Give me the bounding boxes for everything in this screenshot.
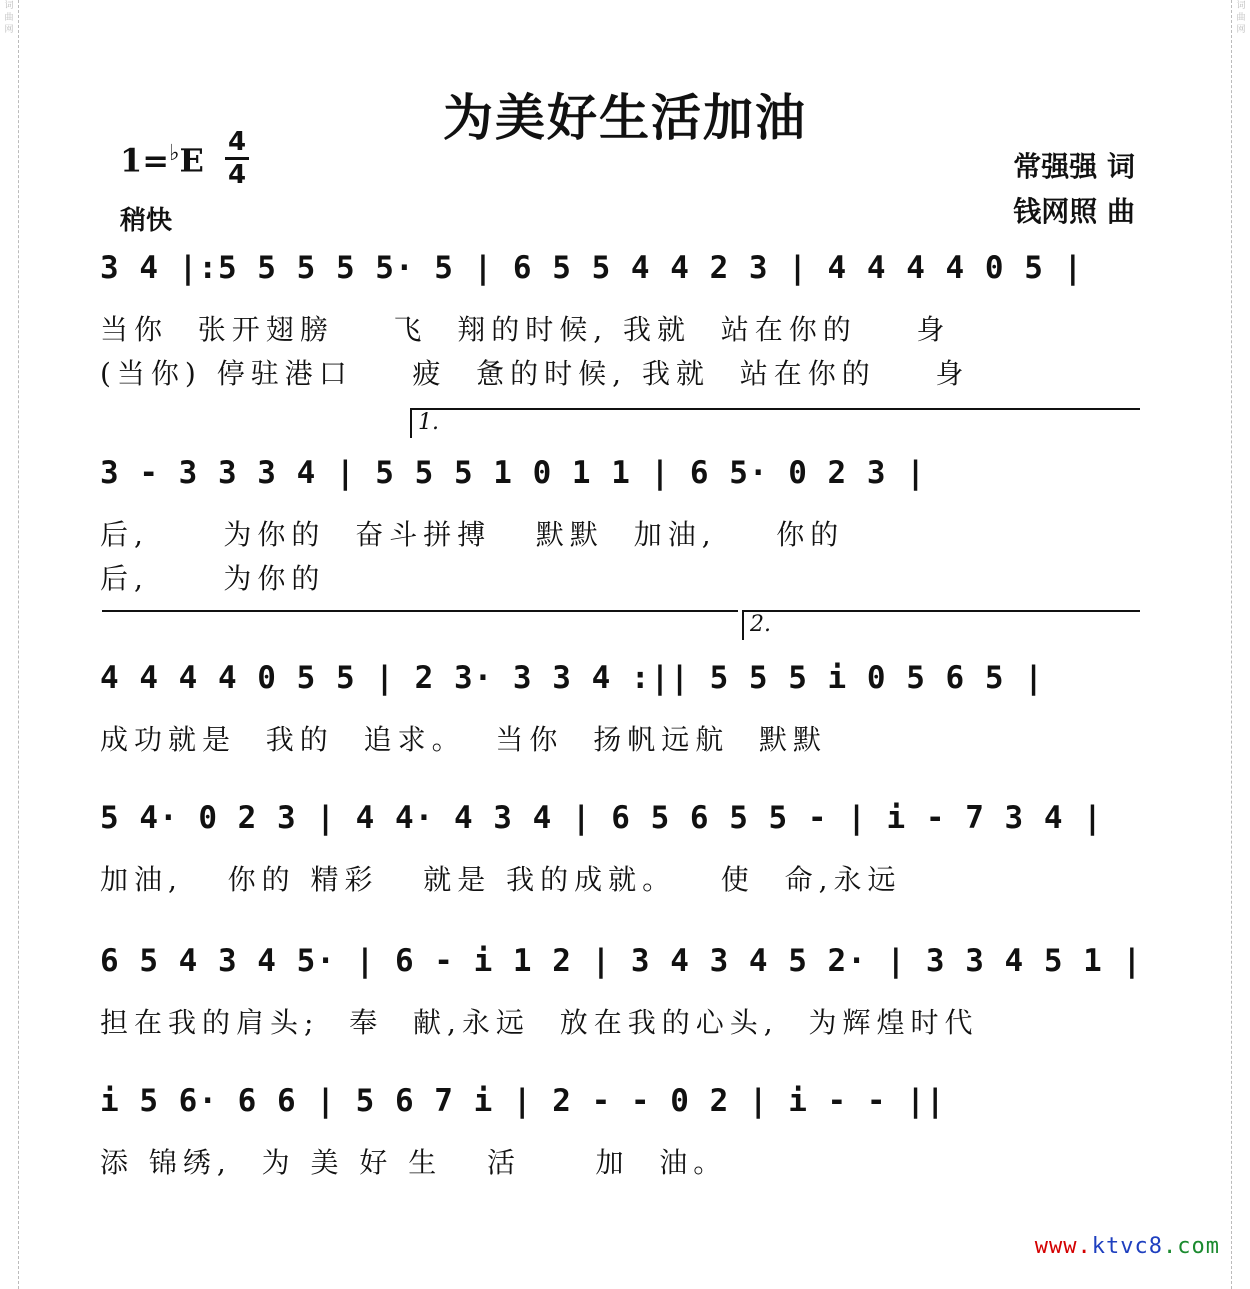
- lyric-verse-1: 添 锦绣, 为 美 好 生 活 加 油。: [100, 1146, 728, 1179]
- composer-credit: 钱网照 曲: [1013, 195, 1135, 228]
- key-note: E: [179, 141, 204, 180]
- notes-line: i 5 6· 6 6 | 5 6 7 i | 2 - - 0 2 | i - - ||: [100, 1083, 946, 1119]
- page-title: 为美好生活加油: [443, 88, 807, 147]
- tempo-marking: 稍快: [120, 206, 173, 236]
- lyric-verse-1: 担在我的肩头; 奉 献,永远 放在我的心头, 为辉煌时代: [100, 1006, 979, 1039]
- lyric-verse-1: 加油, 你的 精彩 就是 我的成就。 使 命,永远: [100, 863, 902, 896]
- watermark-prefix: www.: [1034, 1234, 1092, 1259]
- notes-line: 6 5 4 3 4 5· | 6 - i 1 2 | 3 4 3 4 5 2· | 3 3 4 5 1 |: [100, 943, 1143, 979]
- key-signature: [120, 140, 204, 180]
- side-watermark-left: 词 曲 网: [0, 0, 19, 1289]
- notes-line: 4 4 4 4 0 5 5 | 2 3· 3 3 4 :|| 5 5 5 i 0 5 6 5 |: [100, 660, 1044, 696]
- notes-line: 3 4 |:5 5 5 5 5· 5 | 6 5 5 4 4 2 3 | 4 4 4 4 0 5 |: [100, 250, 1084, 286]
- watermark-suffix: .com: [1163, 1234, 1220, 1259]
- time-top: 4: [227, 127, 247, 157]
- lyric-verse-2: (当你) 停驻港口 疲 惫的时候, 我就 站在你的 身: [100, 357, 970, 390]
- volta-label: 1.: [418, 410, 439, 435]
- watermark-domain: ktvc8: [1091, 1234, 1164, 1259]
- flat-sign: ♭: [169, 140, 180, 166]
- time-bottom: 4: [227, 160, 247, 190]
- notes-line: 3 - 3 3 3 4 | 5 5 5 1 0 1 1 | 6 5· 0 2 3 |: [100, 455, 926, 491]
- time-signature: [225, 128, 249, 189]
- lyric-verse-1: 当你 张开翅膀 飞 翔的时候, 我就 站在你的 身: [100, 313, 951, 346]
- volta-first-ending-line: [102, 610, 738, 612]
- lyric-verse-2: 后, 为你的: [100, 562, 326, 595]
- site-watermark: [1035, 1234, 1220, 1259]
- lyric-verse-1: 成功就是 我的 追求。 当你 扬帆远航 默默: [100, 723, 828, 756]
- volta-second-ending: [742, 610, 1140, 640]
- volta-label: 2.: [750, 612, 771, 637]
- side-watermark-right: 词 曲 网: [1231, 0, 1250, 1289]
- key-label: 1=: [120, 141, 170, 180]
- volta-first-ending: [410, 408, 1140, 438]
- lyric-verse-1: 后, 为你的 奋斗拼搏 默默 加油, 你的: [100, 518, 845, 551]
- lyricist-credit: 常强强 词: [1013, 150, 1135, 183]
- notes-line: 5 4· 0 2 3 | 4 4· 4 3 4 | 6 5 6 5 5 - | i - 7 3 4 |: [100, 800, 1103, 836]
